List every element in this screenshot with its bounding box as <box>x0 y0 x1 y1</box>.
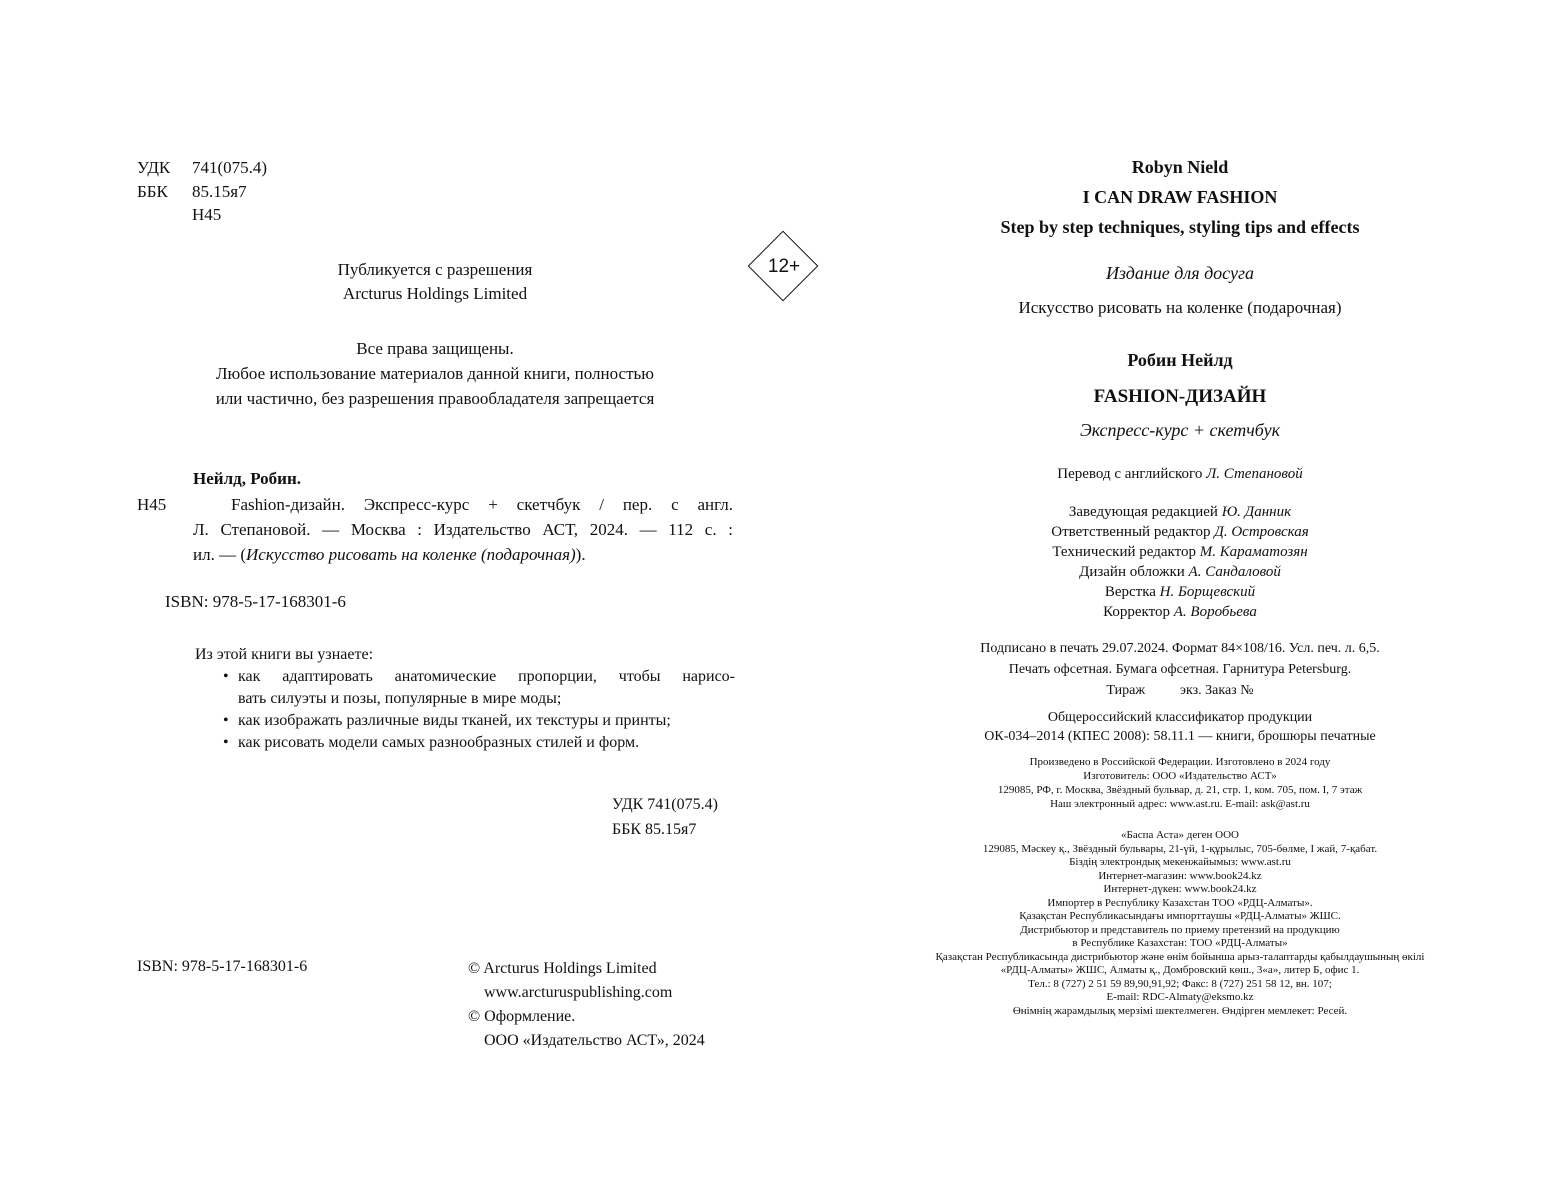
kz-line: Өнімнің жарамдылық мерзімі шектелмеген. Өндірген мемлекет: Ресей. <box>1012 1004 1348 1017</box>
author-russian: Робин Нейлд <box>1127 350 1233 370</box>
rights-line: Любое использование материалов данной книги, полностью <box>216 364 654 383</box>
permission-line: Публикуется с разрешения <box>337 260 533 279</box>
credit-name: Ю. Данник <box>1221 504 1292 520</box>
credit-role: Дизайн обложки <box>1079 564 1185 580</box>
bbk-key: ББК <box>137 181 168 201</box>
manufacturer-line: 129085, РФ, г. Москва, Звёздный бульвар, д. 21, стр. 1, ком. 705, пом. I, 7 этаж <box>997 784 1363 796</box>
kz-line: Біздің электрондық мекенжайымыз: www.ast.ru <box>1069 856 1291 868</box>
classifier-line: ОК-034–2014 (КПЕС 2008): 58.11.1 — книги, брошюры печатные <box>984 729 1376 744</box>
author-english: Robyn Nield <box>1131 157 1229 177</box>
credit-line <box>830 522 1530 542</box>
kz-line: 129085, Мәскеу қ., Звёздный бульвары, 21-үй, 1-құрылыс, 705-бөлме, I жай, 7-қабат. <box>982 842 1378 855</box>
kz-line: Дистрибьютор и представитель по приему претензий на продукцию <box>1020 923 1340 936</box>
subtitle-english: Step by step techniques, styling tips and effects <box>1000 217 1360 237</box>
rights-line: или частично, без разрешения правообладателя запрещается <box>215 389 655 408</box>
bbk-bottom-line: ББК 85.15я7 <box>612 821 697 838</box>
credit-name: М. Караматозян <box>1199 544 1308 560</box>
list-item <box>195 710 735 732</box>
credit-role: Корректор <box>1103 604 1171 620</box>
what-you-learn <box>195 644 735 754</box>
credit-line <box>830 562 1530 582</box>
print-info <box>830 638 1530 701</box>
print-info-line: Тираж экз. Заказ № <box>1106 683 1254 698</box>
isbn: ISBN: 978-5-17-168301-6 <box>165 592 346 611</box>
biblio-line-start: ил. — ( <box>193 545 246 564</box>
bbk-row <box>137 180 337 204</box>
udk-bbk-bottom <box>612 792 718 842</box>
credit-name: Н. Борщевский <box>1159 584 1256 600</box>
udk-bbk-block <box>137 156 337 227</box>
biblio-line: Fashion-дизайн. Экспресс-курс + скетчбук / пер. с англ. <box>231 495 733 514</box>
list-item-line: как рисовать модели самых разнообразных стилей и форм. <box>238 734 640 751</box>
author-code-value: Н45 <box>192 205 222 224</box>
copyright-line: © Оформление. <box>468 1008 576 1025</box>
kz-line: «Баспа Аста» деген ООО <box>1121 829 1239 841</box>
credit-line <box>830 602 1530 622</box>
manufacturer-info <box>830 755 1530 811</box>
credit-line <box>830 502 1530 522</box>
list-item-line: вать силуэты и позы, популярные в мире моды; <box>238 690 562 707</box>
list-item <box>195 732 735 754</box>
product-classifier <box>830 708 1530 746</box>
manufacturer-line: Изготовитель: ООО «Издательство АСТ» <box>1083 770 1277 782</box>
list-item-line: • как адаптировать анатомические пропорции, чтобы нарисо- <box>238 668 735 685</box>
credit-role: Заведующая редакцией <box>1068 504 1218 520</box>
biblio-author: Нейлд, Робин. <box>193 469 302 488</box>
copyright-line: © Arcturus Holdings Limited <box>468 960 657 977</box>
classifier-line: Общероссийский классификатор продукции <box>1047 710 1313 725</box>
print-info-line: Подписано в печать 29.07.2024. Формат 84×108/16. Усл. печ. л. 6,5. <box>980 641 1380 656</box>
credit-name: А. Сандаловой <box>1188 564 1281 580</box>
kz-line: E-mail: RDC-Almaty@eksmo.kz <box>1106 991 1254 1003</box>
kz-line: Қазақстан Республикасындағы импорттаушы «РДЦ-Алматы» ЖШС. <box>1019 910 1341 922</box>
credit-name: Д. Островская <box>1214 524 1309 540</box>
publication-permission <box>250 258 620 306</box>
udk-key: УДК <box>137 158 171 177</box>
biblio-line <box>193 545 586 564</box>
biblio-line: Л. Степановой. — Москва : Издательство АСТ, 2024. — 112 с. : <box>193 520 733 539</box>
copyright-line: ООО «Издательство АСТ», 2024 <box>484 1032 705 1049</box>
kz-line: «РДЦ-Алматы» ЖШС, Алматы қ., Домбровский көш., 3«а», литер Б, офис 1. <box>1000 964 1360 976</box>
permission-holder: Arcturus Holdings Limited <box>342 284 528 303</box>
manufacturer-line: Наш электронный адрес: www.ast.ru. E-mail: ask@ast.ru <box>1050 798 1310 810</box>
translation-credit <box>830 466 1530 483</box>
print-info-line: Печать офсетная. Бумага офсетная. Гарнитура Petersburg. <box>1008 662 1352 677</box>
kazakhstan-info <box>830 829 1530 1018</box>
isbn-bottom: ISBN: 978-5-17-168301-6 <box>137 958 308 975</box>
kz-line: Қазақстан Республикасында дистрибьютор және өнім бойынша арыз-талаптарды қабылдаушының өкілі <box>935 950 1425 963</box>
credit-line <box>830 582 1530 602</box>
series-name: Искусство рисовать на коленке (подарочная) <box>1018 298 1342 317</box>
credit-line <box>830 542 1530 562</box>
credit-role: Верстка <box>1104 584 1156 600</box>
series-title: Искусство рисовать на коленке (подарочная) <box>246 545 576 564</box>
biblio-code: Н45 <box>137 495 167 514</box>
biblio-description <box>193 492 733 567</box>
udk-bottom-line: УДК 741(075.4) <box>612 796 718 813</box>
kz-line: в Республике Казахстан: ТОО «РДЦ-Алматы» <box>1072 937 1288 949</box>
biblio-line-end: ). <box>575 545 586 564</box>
copyright-block <box>468 957 705 1053</box>
rights-notice <box>150 336 720 411</box>
publisher-website: www.arcturuspublishing.com <box>484 984 673 1001</box>
title-english: I CAN DRAW FASHION <box>1082 187 1278 207</box>
credit-role: Технический редактор <box>1052 544 1196 560</box>
author-code-key <box>137 203 192 227</box>
learn-intro: Из этой книги вы узнаете: <box>195 646 374 663</box>
translation-label: Перевод с английского <box>1057 466 1203 482</box>
age-rating-text: 12+ <box>767 256 801 277</box>
rights-line: Все права защищены. <box>356 339 514 358</box>
kz-line: Импортер в Республику Казахстан ТОО «РДЦ-Алматы». <box>1047 896 1313 909</box>
list-item-line: как изображать различные виды тканей, их текстуры и принты; <box>238 712 671 729</box>
kz-line: Тел.: 8 (727) 2 51 59 89,90,91,92; Факс: 8 (727) 251 58 12, вн. 107; <box>1028 977 1332 990</box>
udk-value: 741(075.4) <box>192 158 268 177</box>
editorial-credits <box>830 502 1530 622</box>
author-code-row <box>137 203 337 227</box>
edition-type: Издание для досуга <box>1105 263 1255 283</box>
manufacturer-line: Произведено в Российской Федерации. Изготовлено в 2024 году <box>1029 756 1331 768</box>
title-russian: FASHION-ДИЗАЙН <box>1093 386 1267 407</box>
learn-list <box>195 666 735 754</box>
credit-name: А. Воробьева <box>1173 604 1257 620</box>
credit-role: Ответственный редактор <box>1051 524 1211 540</box>
subtitle-russian: Экспресс-курс + скетчбук <box>1079 420 1281 440</box>
kz-line: Интернет-дүкен: www.book24.kz <box>1103 883 1257 895</box>
translator-name: Л. Степановой <box>1206 466 1303 482</box>
kz-line: Интернет-магазин: www.book24.kz <box>1098 869 1262 882</box>
age-rating-badge <box>747 230 821 304</box>
udk-row <box>137 156 337 180</box>
list-item <box>195 666 735 710</box>
bbk-value: 85.15я7 <box>192 181 247 201</box>
